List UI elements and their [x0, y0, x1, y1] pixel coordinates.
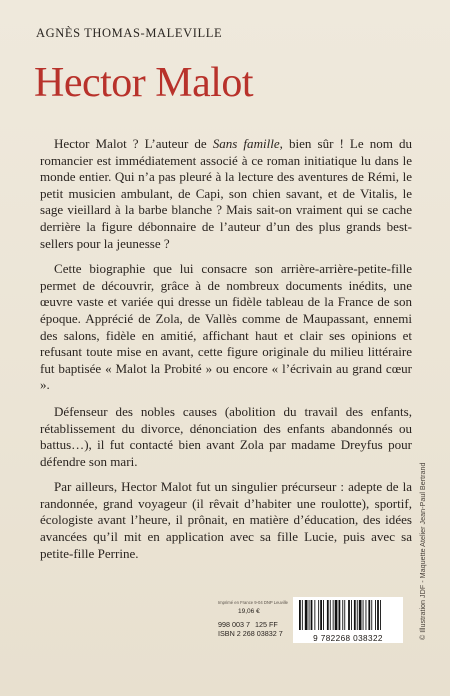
- barcode-bar: [354, 600, 356, 630]
- barcode-bar: [371, 600, 372, 630]
- barcode-bar: [302, 600, 303, 630]
- barcode-bar: [375, 600, 376, 630]
- barcode-bar: [311, 600, 313, 630]
- product-code: 998 003 7: [218, 620, 250, 629]
- barcode-bars: [299, 600, 397, 630]
- barcode-bar: [333, 600, 334, 630]
- barcode-bar: [380, 600, 381, 630]
- price-francs: 125 FF: [254, 620, 278, 629]
- barcode-bar: [344, 600, 345, 630]
- isbn: ISBN 2 268 03832 7: [218, 629, 283, 638]
- barcode-bar: [320, 600, 322, 630]
- barcode-digits: 9 782268 038322: [313, 634, 383, 643]
- barcode-bar: [348, 600, 350, 630]
- barcode-bar: [318, 600, 319, 630]
- barcode-bar: [377, 600, 379, 630]
- blurb-p1-start: Hector Malot ? L’auteur de: [54, 136, 213, 151]
- barcode-bar: [314, 600, 315, 630]
- book-title: Hector Malot: [34, 60, 254, 106]
- barcode-bar: [359, 600, 362, 630]
- barcode-bar: [299, 600, 301, 630]
- blurb-paragraph-4: Par ailleurs, Hector Malot fut un singulier précurseur : adepte de la randonnée, grand voyageur (il rêvait d’habiter une roulotte), sportif, écologiste avant l’heure, il prônait, en matière d’éducation, des idées avancées qu’il mit en application avec sa fille Lucie, puis avec sa petite-fille Perrine.: [40, 479, 412, 561]
- barcode-bar: [363, 600, 364, 630]
- barcode-bar: [366, 600, 367, 630]
- blurb-paragraph-3: Défenseur des nobles causes (abolition du travail des enfants, rétablissement du divorce, dénonciation des enfants abandonnés ou battus…), il fut contacté bien avant Zola par madame Dreyfus pour défendre son mari.: [40, 403, 412, 469]
- barcode-bar: [351, 600, 352, 630]
- barcode-bar: [323, 600, 324, 630]
- author-name: AGNÈS THOMAS-MALEVILLE: [36, 26, 223, 40]
- barcode-bar: [309, 600, 310, 630]
- barcode-bar: [368, 600, 370, 630]
- barcode-bar: [335, 600, 338, 630]
- blurb: [40, 136, 412, 571]
- blurb-paragraph-1: [40, 136, 412, 252]
- barcode-bar: [339, 600, 341, 630]
- printing-note: Imprimé en France 9-04 DNP Leuville: [218, 600, 288, 605]
- book-reference: Sans famille: [212, 136, 280, 151]
- price-euro: 19,06 €: [238, 608, 260, 615]
- barcode-bar: [327, 600, 329, 630]
- blurb-paragraph-2: Cette biographie que lui consacre son arrière-arrière-petite-fille permet de découvrir, grâce à de nombreux documents inédits, une œuvre vaste et variée qui dresse un fidèle tableau de la France de son époque. Apprécié de Zola, de Vallès comme de Maupassant, ennemi des salons, fidèle en amitié, affichant haut et clair ses opinions et refusant toute mise en avant, cette figure originale du milieu littéraire fut baptisée « Malot la Probité » ou encore « l’écrivain au grand cœur ».: [40, 261, 412, 393]
- illustration-credit: © Illustration JDF - Maquette Atelier Jean-Paul Bertrand: [418, 462, 427, 640]
- barcode-bar: [330, 600, 331, 630]
- blurb-p1-end: , bien sûr ! Le nom du romancier est immédiatement associé à ce roman initiatique lu dans le monde entier. Qui n’a pas pleuré à la lecture des aventures de Rémi, le petit musicien ambulant, de Capi, son chien savant, et de Vitalis, le sage vieillard à la barbe blanche ? Mais sait-on vraiment qui se cache derrière la figure débonnaire de l’auteur d’un des plus grands best-sellers pour la jeunesse ?: [40, 136, 412, 251]
- barcode-bar: [357, 600, 358, 630]
- barcode-bar: [342, 600, 343, 630]
- product-codes: [218, 620, 283, 638]
- barcode-bar: [305, 600, 308, 630]
